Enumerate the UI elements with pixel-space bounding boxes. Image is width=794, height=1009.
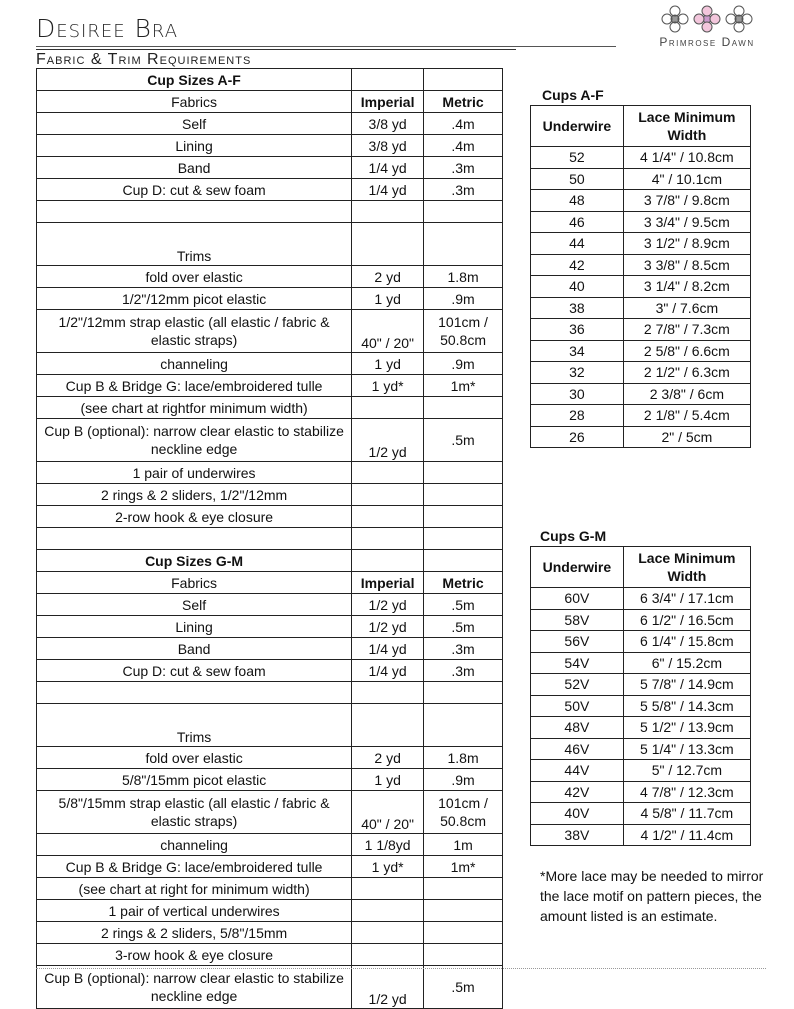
table-row — [37, 944, 503, 966]
underwire-cell: 50 — [531, 168, 624, 190]
lace-width-cell: 5" / 12.7cm — [623, 760, 750, 782]
underwire-cell: 38V — [531, 824, 624, 846]
table-row — [37, 462, 503, 484]
underwire-cell: 44 — [531, 233, 624, 255]
underwire-header: Underwire — [531, 106, 624, 147]
page-subtitle: Fabric & Trim Requirements — [36, 49, 516, 69]
imperial-cell — [352, 397, 424, 419]
imperial-cell: 1/4 yd — [352, 157, 424, 179]
column-header-row — [37, 572, 503, 594]
lace-width-cell: 3 7/8" / 9.8cm — [623, 190, 750, 212]
metric-cell — [424, 484, 503, 506]
item-cell: Lining — [37, 135, 352, 157]
underwire-cell: 50V — [531, 695, 624, 717]
table-row — [37, 660, 503, 682]
underwire-cell: 40V — [531, 803, 624, 825]
metric-cell: .4m — [424, 135, 503, 157]
table-row — [531, 781, 751, 803]
item-cell: (see chart at rightfor minimum width) — [37, 397, 352, 419]
imperial-cell: 1/4 yd — [352, 638, 424, 660]
imperial-cell: 40" / 20" — [352, 791, 424, 834]
lace-width-cell: 5 7/8" / 14.9cm — [623, 674, 750, 696]
empty-cell — [37, 528, 352, 550]
table-row — [531, 695, 751, 717]
table-row — [531, 652, 751, 674]
item-cell: 1/2"/12mm picot elastic — [37, 288, 352, 310]
table-row — [531, 609, 751, 631]
table-row — [531, 276, 751, 298]
item-cell: Cup D: cut & sew foam — [37, 179, 352, 201]
empty-cell — [424, 704, 503, 747]
table-row — [531, 147, 751, 169]
empty-cell — [424, 69, 503, 91]
imperial-cell: 1/2 yd — [352, 594, 424, 616]
section-heading: Cup Sizes G-M — [37, 550, 352, 572]
trims-label-row — [37, 704, 503, 747]
metric-cell: .9m — [424, 769, 503, 791]
lace-width-cell: 2 7/8" / 7.3cm — [623, 319, 750, 341]
lace-width-cell: 5 5/8" / 14.3cm — [623, 695, 750, 717]
imperial-cell — [352, 506, 424, 528]
table-row — [37, 834, 503, 856]
imperial-cell — [352, 944, 424, 966]
table-row — [531, 383, 751, 405]
underwire-cell: 30 — [531, 383, 624, 405]
underwire-cell: 48V — [531, 717, 624, 739]
empty-cell — [352, 69, 424, 91]
table-row — [37, 769, 503, 791]
item-cell: 1 pair of underwires — [37, 462, 352, 484]
imperial-cell: 3/8 yd — [352, 113, 424, 135]
metric-cell — [424, 944, 503, 966]
imperial-cell — [352, 922, 424, 944]
metric-cell: 101cm / 50.8cm — [424, 791, 503, 834]
item-cell: 2-row hook & eye closure — [37, 506, 352, 528]
metric-cell: 1m* — [424, 375, 503, 397]
section-heading-row — [37, 69, 503, 91]
imperial-cell — [352, 462, 424, 484]
lace-width-cell: 4 1/2" / 11.4cm — [623, 824, 750, 846]
table-row — [531, 211, 751, 233]
metric-cell: .3m — [424, 660, 503, 682]
imperial-cell: 1/4 yd — [352, 179, 424, 201]
lace-gm-table — [530, 546, 751, 846]
imperial-cell: 1 yd* — [352, 856, 424, 878]
table-row — [531, 803, 751, 825]
table-row — [37, 266, 503, 288]
table-row — [37, 506, 503, 528]
lace-width-cell: 6" / 15.2cm — [623, 652, 750, 674]
lace-width-cell: 2 3/8" / 6cm — [623, 383, 750, 405]
table-row — [37, 157, 503, 179]
item-cell: Self — [37, 113, 352, 135]
imperial-cell: 1/2 yd — [352, 966, 424, 1009]
column-header-row — [37, 91, 503, 113]
underwire-cell: 42 — [531, 254, 624, 276]
lace-width-header: Lace Minimum Width — [623, 547, 750, 588]
imperial-cell: 1 yd — [352, 288, 424, 310]
underwire-cell: 48 — [531, 190, 624, 212]
empty-cell — [352, 201, 424, 223]
table-row — [37, 310, 503, 353]
item-cell: Band — [37, 638, 352, 660]
table-row — [531, 362, 751, 384]
metric-cell — [424, 462, 503, 484]
lace-width-cell: 4" / 10.1cm — [623, 168, 750, 190]
table-row — [37, 922, 503, 944]
lace-width-cell: 3 3/8" / 8.5cm — [623, 254, 750, 276]
empty-cell — [424, 528, 503, 550]
table-row — [37, 179, 503, 201]
metric-cell: 1.8m — [424, 266, 503, 288]
lace-width-cell: 6 1/4" / 15.8cm — [623, 631, 750, 653]
imperial-cell: 40" / 20" — [352, 310, 424, 353]
imperial-header: Imperial — [352, 572, 424, 594]
imperial-cell: 1/2 yd — [352, 616, 424, 638]
underwire-cell: 46 — [531, 211, 624, 233]
item-cell: 5/8"/15mm picot elastic — [37, 769, 352, 791]
table-row — [37, 419, 503, 462]
lace-width-cell: 3" / 7.6cm — [623, 297, 750, 319]
underwire-cell: 56V — [531, 631, 624, 653]
table-row — [531, 631, 751, 653]
metric-cell — [424, 922, 503, 944]
item-cell: 2 rings & 2 sliders, 5/8"/15mm — [37, 922, 352, 944]
underwire-cell: 40 — [531, 276, 624, 298]
lace-width-cell: 3 1/2" / 8.9cm — [623, 233, 750, 255]
table-row — [531, 738, 751, 760]
underwire-cell: 28 — [531, 405, 624, 427]
empty-cell — [424, 201, 503, 223]
underwire-cell: 52 — [531, 147, 624, 169]
imperial-cell: 1/2 yd — [352, 419, 424, 462]
lace-af-title: Cups A-F — [542, 87, 604, 103]
item-cell: 1/2"/12mm strap elastic (all elastic / fabric & elastic straps) — [37, 310, 352, 353]
title-divider — [36, 46, 616, 47]
page-title: Desiree Bra — [36, 14, 179, 43]
empty-cell — [424, 550, 503, 572]
table-row — [37, 397, 503, 419]
metric-cell — [424, 878, 503, 900]
lace-width-cell: 2" / 5cm — [623, 426, 750, 448]
brand-name: Primrose Dawn — [659, 35, 755, 49]
item-cell: Cup B & Bridge G: lace/embroidered tulle — [37, 856, 352, 878]
underwire-cell: 36 — [531, 319, 624, 341]
lace-width-cell: 5 1/2" / 13.9cm — [623, 717, 750, 739]
item-cell: Lining — [37, 616, 352, 638]
empty-cell — [352, 550, 424, 572]
table-row — [531, 297, 751, 319]
item-cell: 5/8"/15mm strap elastic (all elastic / fabric & elastic straps) — [37, 791, 352, 834]
item-cell: 1 pair of vertical underwires — [37, 900, 352, 922]
table-row — [531, 588, 751, 610]
table-row — [531, 190, 751, 212]
imperial-cell — [352, 878, 424, 900]
table-row — [37, 616, 503, 638]
underwire-cell: 42V — [531, 781, 624, 803]
table-row — [37, 747, 503, 769]
item-cell: 3-row hook & eye closure — [37, 944, 352, 966]
empty-cell — [37, 682, 352, 704]
lace-width-cell: 4 7/8" / 12.3cm — [623, 781, 750, 803]
metric-cell: .3m — [424, 638, 503, 660]
empty-cell — [352, 704, 424, 747]
metric-cell — [424, 506, 503, 528]
underwire-cell: 46V — [531, 738, 624, 760]
item-cell: Cup B & Bridge G: lace/embroidered tulle — [37, 375, 352, 397]
table-row — [37, 288, 503, 310]
empty-cell — [37, 201, 352, 223]
metric-cell — [424, 397, 503, 419]
table-row — [531, 426, 751, 448]
table-row — [531, 233, 751, 255]
empty-cell — [352, 682, 424, 704]
table-row — [531, 717, 751, 739]
metric-cell: 1.8m — [424, 747, 503, 769]
item-cell: Cup B (optional): narrow clear elastic to stabilize neckline edge — [37, 419, 352, 462]
item-cell: Cup B (optional): narrow clear elastic to stabilize neckline edge — [37, 966, 352, 1009]
spacer-row — [37, 682, 503, 704]
imperial-cell: 1 1/8yd — [352, 834, 424, 856]
trims-label: Trims — [37, 704, 352, 747]
table-row — [531, 168, 751, 190]
spacer-row — [37, 201, 503, 223]
column-header-row — [531, 106, 751, 147]
table-row — [531, 824, 751, 846]
section-heading-row — [37, 550, 503, 572]
lace-gm-title: Cups G-M — [540, 528, 607, 544]
imperial-cell: 1 yd — [352, 769, 424, 791]
metric-cell — [424, 900, 503, 922]
item-cell: Band — [37, 157, 352, 179]
item-cell: (see chart at right for minimum width) — [37, 878, 352, 900]
item-cell: Cup D: cut & sew foam — [37, 660, 352, 682]
metric-header: Metric — [424, 572, 503, 594]
lace-af-table — [530, 105, 751, 448]
table-row — [37, 113, 503, 135]
table-row — [37, 791, 503, 834]
imperial-cell: 1/4 yd — [352, 660, 424, 682]
lace-width-cell: 2 1/2" / 6.3cm — [623, 362, 750, 384]
lace-width-cell: 3 3/4" / 9.5cm — [623, 211, 750, 233]
table-row — [37, 375, 503, 397]
item-cell: channeling — [37, 353, 352, 375]
imperial-cell: 3/8 yd — [352, 135, 424, 157]
spacer-row — [37, 528, 503, 550]
table-row — [531, 405, 751, 427]
table-row — [37, 900, 503, 922]
metric-cell: .3m — [424, 179, 503, 201]
table-row — [531, 760, 751, 782]
lace-width-cell: 6 3/4" / 17.1cm — [623, 588, 750, 610]
imperial-cell: 2 yd — [352, 266, 424, 288]
underwire-cell: 60V — [531, 588, 624, 610]
item-cell: fold over elastic — [37, 266, 352, 288]
metric-cell: .9m — [424, 288, 503, 310]
empty-cell — [352, 223, 424, 266]
lace-width-cell: 5 1/4" / 13.3cm — [623, 738, 750, 760]
underwire-header: Underwire — [531, 547, 624, 588]
lace-note: *More lace may be needed to mirror the lace motif on pattern pieces, the amount listed is an estimate. — [540, 868, 764, 924]
item-cell: fold over elastic — [37, 747, 352, 769]
trims-label: Trims — [37, 223, 352, 266]
fabrics-label: Fabrics — [37, 91, 352, 113]
flower-icon — [659, 4, 755, 34]
imperial-cell: 1 yd* — [352, 375, 424, 397]
section-heading: Cup Sizes A-F — [37, 69, 352, 91]
item-cell: channeling — [37, 834, 352, 856]
empty-cell — [424, 223, 503, 266]
metric-cell: .4m — [424, 113, 503, 135]
table-row — [531, 254, 751, 276]
metric-cell: .5m — [424, 616, 503, 638]
item-cell: 2 rings & 2 sliders, 1/2"/12mm — [37, 484, 352, 506]
underwire-cell: 38 — [531, 297, 624, 319]
metric-cell: 1m* — [424, 856, 503, 878]
empty-cell — [352, 528, 424, 550]
table-row — [37, 878, 503, 900]
lace-width-cell: 4 1/4" / 10.8cm — [623, 147, 750, 169]
imperial-cell — [352, 900, 424, 922]
metric-cell: .5m — [424, 419, 503, 462]
empty-cell — [424, 682, 503, 704]
metric-cell: 1m — [424, 834, 503, 856]
column-header-row — [531, 547, 751, 588]
lace-width-cell: 6 1/2" / 16.5cm — [623, 609, 750, 631]
table-row — [37, 135, 503, 157]
lace-width-cell: 4 5/8" / 11.7cm — [623, 803, 750, 825]
item-cell: Self — [37, 594, 352, 616]
underwire-cell: 34 — [531, 340, 624, 362]
table-row — [531, 319, 751, 341]
underwire-cell: 44V — [531, 760, 624, 782]
table-row — [37, 484, 503, 506]
metric-cell: .3m — [424, 157, 503, 179]
brand-logo — [642, 4, 772, 49]
metric-cell: .9m — [424, 353, 503, 375]
requirements-table — [36, 68, 503, 1009]
lace-width-cell: 2 5/8" / 6.6cm — [623, 340, 750, 362]
lace-width-cell: 2 1/8" / 5.4cm — [623, 405, 750, 427]
underwire-cell: 32 — [531, 362, 624, 384]
imperial-cell: 2 yd — [352, 747, 424, 769]
fabrics-label: Fabrics — [37, 572, 352, 594]
imperial-header: Imperial — [352, 91, 424, 113]
metric-header: Metric — [424, 91, 503, 113]
table-row — [531, 674, 751, 696]
underwire-cell: 26 — [531, 426, 624, 448]
metric-cell: 101cm / 50.8cm — [424, 310, 503, 353]
table-row — [531, 340, 751, 362]
imperial-cell — [352, 484, 424, 506]
trims-label-row — [37, 223, 503, 266]
underwire-cell: 54V — [531, 652, 624, 674]
underwire-cell: 52V — [531, 674, 624, 696]
lace-width-cell: 3 1/4" / 8.2cm — [623, 276, 750, 298]
metric-cell: .5m — [424, 594, 503, 616]
table-row — [37, 856, 503, 878]
footer-divider — [36, 968, 766, 974]
table-row — [37, 353, 503, 375]
imperial-cell: 1 yd — [352, 353, 424, 375]
table-row — [37, 594, 503, 616]
table-row — [37, 638, 503, 660]
underwire-cell: 58V — [531, 609, 624, 631]
lace-width-header: Lace Minimum Width — [623, 106, 750, 147]
metric-cell: .5m — [424, 966, 503, 1009]
